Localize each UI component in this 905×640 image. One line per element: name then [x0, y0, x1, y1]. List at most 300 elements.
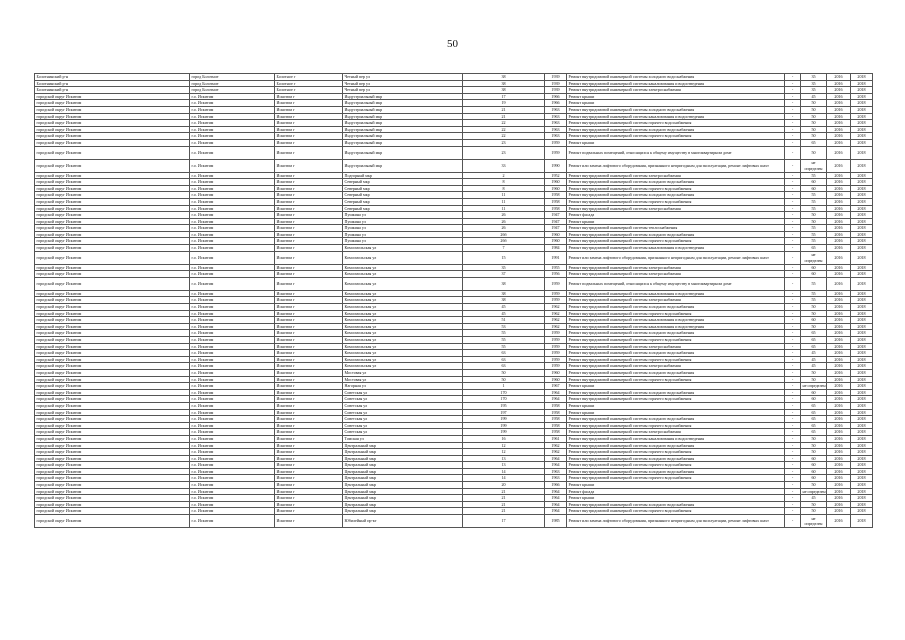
cell-locality: Искитим г	[275, 218, 343, 225]
cell-period-end: 2018	[851, 271, 873, 278]
cell-period-start: 2016	[827, 337, 851, 344]
cell-street: Четный пер ул	[343, 87, 463, 94]
cell-locality: Искитим г	[275, 383, 343, 390]
cell-wear-percent: 65	[801, 422, 827, 429]
cell-floor-area: -	[785, 212, 801, 219]
cell-locality: Искитим г	[275, 159, 343, 172]
cell-period-start: 2016	[827, 363, 851, 370]
cell-street: Северный мкр	[343, 179, 463, 186]
cell-street: Северный мкр	[343, 205, 463, 212]
cell-work-type: Ремонт внутридомовой инженерной системы горячего водоснабжения	[567, 422, 785, 429]
cell-wear-percent: 50	[801, 449, 827, 456]
cell-period-end: 2018	[851, 369, 873, 376]
cell-settlement: город Болотное	[190, 74, 275, 81]
cell-wear-percent: 45	[801, 93, 827, 100]
cell-street: Советская ул	[343, 389, 463, 396]
cell-work-type: Ремонт внутридомовой инженерной системы горячего водоснабжения	[567, 462, 785, 469]
cell-municipal-district: городской округ Искитим	[35, 495, 190, 502]
cell-house-number: 14	[463, 475, 545, 482]
cell-build-year: 1963	[545, 113, 567, 120]
cell-period-start: 2016	[827, 508, 851, 515]
cell-work-type: Ремонт внутридомовой инженерной системы электроснабжения	[567, 271, 785, 278]
cell-municipal-district: городской округ Искитим	[35, 231, 190, 238]
cell-work-type: Ремонт внутридомовой инженерной системы горячего водоснабжения	[567, 310, 785, 317]
cell-period-start: 2016	[827, 146, 851, 159]
cell-house-number: 11	[463, 198, 545, 205]
cell-period-end: 2018	[851, 139, 873, 146]
cell-house-number: 197	[463, 409, 545, 416]
cell-municipal-district: городской округ Искитим	[35, 402, 190, 409]
cell-street: Комсомольская ул	[343, 297, 463, 304]
cell-period-end: 2018	[851, 343, 873, 350]
cell-settlement: г.о. Искитим	[190, 475, 275, 482]
cell-house-number: 26	[463, 225, 545, 232]
cell-period-start: 2016	[827, 396, 851, 403]
cell-house-number: 170	[463, 389, 545, 396]
cell-floor-area: -	[785, 508, 801, 515]
cell-period-start: 2016	[827, 271, 851, 278]
cell-locality: Искитим г	[275, 323, 343, 330]
cell-build-year: 1959	[545, 297, 567, 304]
cell-work-type: Ремонт внутридомовой инженерной системы горячего водоснабжения	[567, 337, 785, 344]
cell-locality: Искитим г	[275, 310, 343, 317]
cell-work-type: Ремонт внутридомовой инженерной системы холодного водоснабжения	[567, 350, 785, 357]
cell-period-start: 2016	[827, 343, 851, 350]
cell-settlement: г.о. Искитим	[190, 106, 275, 113]
cell-house-number: 26б	[463, 238, 545, 245]
cell-floor-area: -	[785, 113, 801, 120]
cell-period-end: 2018	[851, 449, 873, 456]
cell-period-end: 2018	[851, 363, 873, 370]
cell-build-year: 1962	[545, 442, 567, 449]
cell-floor-area: -	[785, 330, 801, 337]
cell-house-number: 170	[463, 396, 545, 403]
cell-period-start: 2016	[827, 192, 851, 199]
table-row	[35, 369, 873, 376]
cell-house-number: 20	[463, 482, 545, 489]
table-row	[35, 501, 873, 508]
cell-street: Комсомольская ул	[343, 277, 463, 290]
cell-work-type: Ремонт внутридомовой инженерной системы горячего водоснабжения	[567, 238, 785, 245]
cell-settlement: г.о. Искитим	[190, 139, 275, 146]
cell-municipal-district: городской округ Искитим	[35, 185, 190, 192]
cell-locality: Искитим г	[275, 231, 343, 238]
table-row	[35, 468, 873, 475]
cell-wear-percent: 55	[801, 198, 827, 205]
cell-build-year: 1990	[545, 159, 567, 172]
cell-period-start: 2016	[827, 435, 851, 442]
cell-floor-area: -	[785, 205, 801, 212]
cell-locality: Искитим г	[275, 376, 343, 383]
cell-settlement: г.о. Искитим	[190, 356, 275, 363]
cell-work-type: Ремонт крыши	[567, 93, 785, 100]
cell-wear-percent: 65	[801, 429, 827, 436]
cell-wear-percent: 50	[801, 508, 827, 515]
cell-street: Советская ул	[343, 409, 463, 416]
cell-period-start: 2016	[827, 429, 851, 436]
cell-build-year: 1958	[545, 192, 567, 199]
cell-locality: Искитим г	[275, 330, 343, 337]
table-row	[35, 429, 873, 436]
cell-house-number: 16	[463, 435, 545, 442]
cell-floor-area: -	[785, 290, 801, 297]
cell-work-type: Ремонт внутридомовой инженерной системы холодного водоснабжения	[567, 106, 785, 113]
cell-wear-percent: 50	[801, 106, 827, 113]
cell-municipal-district: городской округ Искитим	[35, 271, 190, 278]
cell-municipal-district: городской округ Искитим	[35, 93, 190, 100]
cell-municipal-district: городской округ Искитим	[35, 251, 190, 264]
cell-settlement: г.о. Искитим	[190, 192, 275, 199]
cell-build-year: 1964	[545, 488, 567, 495]
cell-street: Юбилейный пр-кт	[343, 515, 463, 528]
cell-settlement: г.о. Искитим	[190, 515, 275, 528]
cell-settlement: г.о. Искитим	[190, 251, 275, 264]
cell-house-number: 50	[463, 369, 545, 376]
cell-period-end: 2018	[851, 126, 873, 133]
cell-wear-percent: 55	[801, 238, 827, 245]
cell-street: Центральный мкр	[343, 482, 463, 489]
cell-work-type: Ремонт внутридомовой инженерной системы холодного водоснабжения	[567, 416, 785, 423]
cell-floor-area: -	[785, 356, 801, 363]
cell-period-end: 2018	[851, 455, 873, 462]
cell-house-number: 17	[463, 93, 545, 100]
cell-locality: Искитим г	[275, 205, 343, 212]
cell-settlement: г.о. Искитим	[190, 317, 275, 324]
cell-period-end: 2018	[851, 277, 873, 290]
cell-floor-area: -	[785, 409, 801, 416]
cell-build-year: 1958	[545, 198, 567, 205]
cell-floor-area: -	[785, 159, 801, 172]
cell-work-type: Ремонт внутридомовой инженерной системы холодного водоснабжения	[567, 192, 785, 199]
cell-municipal-district: городской округ Искитим	[35, 330, 190, 337]
cell-floor-area: -	[785, 297, 801, 304]
cell-period-start: 2016	[827, 501, 851, 508]
cell-work-type: Ремонт внутридомовой инженерной системы канализования и водоотведения	[567, 317, 785, 324]
cell-wear-percent: 60	[801, 185, 827, 192]
cell-build-year: 1961	[545, 435, 567, 442]
cell-street: Комсомольская ул	[343, 343, 463, 350]
cell-street: Советская ул	[343, 429, 463, 436]
cell-period-start: 2016	[827, 416, 851, 423]
cell-street: Центральный мкр	[343, 455, 463, 462]
cell-build-year: 1947	[545, 212, 567, 219]
cell-period-end: 2018	[851, 159, 873, 172]
cell-settlement: г.о. Искитим	[190, 231, 275, 238]
cell-build-year: 1960	[545, 185, 567, 192]
cell-period-start: 2016	[827, 74, 851, 81]
cell-work-type: Ремонт внутридомовой инженерной системы электроснабжения	[567, 264, 785, 271]
cell-wear-percent: 55	[801, 225, 827, 232]
cell-build-year: 1963	[545, 126, 567, 133]
table-row	[35, 475, 873, 482]
cell-house-number: 33	[463, 159, 545, 172]
cell-floor-area: -	[785, 429, 801, 436]
cell-period-end: 2018	[851, 482, 873, 489]
cell-street: Комсомольская ул	[343, 264, 463, 271]
cell-wear-percent: 50	[801, 212, 827, 219]
cell-street: Пушкина ул	[343, 225, 463, 232]
cell-locality: Искитим г	[275, 245, 343, 252]
cell-municipal-district: Болотнинский р-н	[35, 87, 190, 94]
cell-wear-percent: 50	[801, 133, 827, 140]
cell-period-end: 2018	[851, 179, 873, 186]
cell-municipal-district: городской округ Искитим	[35, 113, 190, 120]
cell-house-number: 53	[463, 323, 545, 330]
cell-street: Северный мкр	[343, 185, 463, 192]
cell-period-end: 2018	[851, 120, 873, 127]
cell-work-type: Ремонт внутридомовой инженерной системы холодного водоснабжения	[567, 126, 785, 133]
cell-period-end: 2018	[851, 337, 873, 344]
cell-settlement: г.о. Искитим	[190, 462, 275, 469]
cell-period-end: 2018	[851, 225, 873, 232]
cell-period-start: 2016	[827, 369, 851, 376]
cell-build-year: 1962	[545, 304, 567, 311]
cell-street: Индустриальный мкр	[343, 93, 463, 100]
cell-locality: Искитим г	[275, 389, 343, 396]
cell-period-start: 2016	[827, 402, 851, 409]
cell-municipal-district: городской округ Искитим	[35, 106, 190, 113]
cell-street: Подгорный мкр	[343, 172, 463, 179]
cell-municipal-district: городской округ Искитим	[35, 126, 190, 133]
cell-period-start: 2016	[827, 455, 851, 462]
cell-locality: Искитим г	[275, 100, 343, 107]
cell-municipal-district: городской округ Искитим	[35, 350, 190, 357]
cell-wear-percent: 50	[801, 113, 827, 120]
cell-build-year: 1959	[545, 290, 567, 297]
cell-street: Пушкина ул	[343, 218, 463, 225]
cell-municipal-district: городской округ Искитим	[35, 501, 190, 508]
table-row	[35, 435, 873, 442]
cell-settlement: г.о. Искитим	[190, 369, 275, 376]
cell-work-type: Ремонт внутридомовой инженерной системы электроснабжения	[567, 172, 785, 179]
cell-wear-percent: 65	[801, 343, 827, 350]
cell-work-type: Ремонт или замена лифтового оборудования, признанного непригодным для эксплуатации, ремонт лифтовых шахт	[567, 251, 785, 264]
cell-period-end: 2018	[851, 429, 873, 436]
cell-wear-percent: не определен	[802, 488, 826, 494]
table-row	[35, 271, 873, 278]
cell-settlement: г.о. Искитим	[190, 297, 275, 304]
cell-street: Советская ул	[343, 396, 463, 403]
cell-work-type: Ремонт внутридомовой инженерной системы канализования и водоотведения	[567, 113, 785, 120]
table-row	[35, 80, 873, 87]
table-row	[35, 515, 873, 528]
cell-locality: Искитим г	[275, 120, 343, 127]
cell-municipal-district: городской округ Искитим	[35, 337, 190, 344]
page-number: 50	[447, 38, 458, 50]
cell-street: Северный мкр	[343, 192, 463, 199]
cell-street: Комсомольская ул	[343, 317, 463, 324]
cell-floor-area: -	[785, 225, 801, 232]
cell-wear-percent: не определен	[802, 383, 826, 389]
cell-work-type: Ремонт внутридомовой инженерной системы холодного водоснабжения	[567, 231, 785, 238]
cell-house-number: 11	[463, 205, 545, 212]
cell-build-year: 1947	[545, 225, 567, 232]
cell-work-type: Ремонт внутридомовой инженерной системы электроснабжения	[567, 87, 785, 94]
cell-period-start: 2016	[827, 172, 851, 179]
cell-floor-area: -	[785, 87, 801, 94]
cell-municipal-district: городской округ Искитим	[35, 468, 190, 475]
cell-house-number: 199	[463, 422, 545, 429]
cell-period-end: 2018	[851, 402, 873, 409]
cell-house-number: 12	[463, 449, 545, 456]
cell-settlement: г.о. Искитим	[190, 501, 275, 508]
cell-house-number: 63	[463, 350, 545, 357]
cell-work-type: Ремонт внутридомовой инженерной системы канализования и водоотведения	[567, 245, 785, 252]
cell-build-year: 1939	[545, 80, 567, 87]
cell-municipal-district: городской округ Искитим	[35, 212, 190, 219]
cell-work-type: Ремонт фасада	[567, 488, 785, 495]
cell-wear-percent: 50	[801, 146, 827, 159]
cell-locality: Искитим г	[275, 113, 343, 120]
cell-municipal-district: городской округ Искитим	[35, 475, 190, 482]
cell-work-type: Ремонт внутридомовой инженерной системы горячего водоснабжения	[567, 396, 785, 403]
cell-work-type: Ремонт или замена лифтового оборудования, признанного непригодным для эксплуатации, ремонт лифтовых шахт	[567, 159, 785, 172]
cell-municipal-district: городской округ Искитим	[35, 218, 190, 225]
cell-locality: Искитим г	[275, 185, 343, 192]
table-row	[35, 455, 873, 462]
cell-wear-percent: 50	[801, 310, 827, 317]
cell-settlement: г.о. Искитим	[190, 488, 275, 495]
cell-house-number: 7	[463, 245, 545, 252]
cell-period-end: 2018	[851, 356, 873, 363]
cell-wear-percent: 60	[801, 468, 827, 475]
cell-municipal-district: городской округ Искитим	[35, 515, 190, 528]
cell-floor-area: -	[785, 376, 801, 383]
cell-house-number: 22	[463, 133, 545, 140]
cell-floor-area: -	[785, 185, 801, 192]
cell-build-year: 1964	[545, 462, 567, 469]
cell-locality: Искитим г	[275, 225, 343, 232]
cell-work-type: Ремонт внутридомовой инженерной системы горячего водоснабжения	[567, 508, 785, 515]
cell-municipal-district: городской округ Искитим	[35, 133, 190, 140]
cell-floor-area: -	[785, 475, 801, 482]
cell-locality: Искитим г	[275, 396, 343, 403]
cell-build-year: 1960	[545, 231, 567, 238]
cell-period-end: 2018	[851, 323, 873, 330]
cell-locality: Искитим г	[275, 297, 343, 304]
cell-street: Пушкина ул	[343, 212, 463, 219]
cell-house-number: 38	[463, 290, 545, 297]
cell-work-type: Ремонт внутридомовой инженерной системы холодного водоснабжения	[567, 369, 785, 376]
cell-locality: Искитим г	[275, 251, 343, 264]
cell-locality: Искитим г	[275, 435, 343, 442]
cell-period-end: 2018	[851, 93, 873, 100]
cell-work-type: Ремонт внутридомовой инженерной системы канализования и водоотведения	[567, 323, 785, 330]
cell-floor-area: -	[785, 323, 801, 330]
cell-settlement: г.о. Искитим	[190, 508, 275, 515]
cell-street: Четный пер ул	[343, 80, 463, 87]
cell-settlement: г.о. Искитим	[190, 264, 275, 271]
cell-build-year: 1964	[545, 495, 567, 502]
cell-period-end: 2018	[851, 468, 873, 475]
cell-street: Комсомольская ул	[343, 310, 463, 317]
cell-municipal-district: городской округ Искитим	[35, 120, 190, 127]
table-row	[35, 297, 873, 304]
cell-house-number: 8	[463, 185, 545, 192]
cell-house-number: 1	[463, 383, 545, 390]
cell-wear-percent: 50	[801, 100, 827, 107]
cell-locality: Искитим г	[275, 264, 343, 271]
cell-municipal-district: городской округ Искитим	[35, 488, 190, 495]
cell-wear-percent: 55	[801, 205, 827, 212]
cell-work-type: Ремонт внутридомовой инженерной системы холодного водоснабжения	[567, 179, 785, 186]
cell-municipal-district: городской округ Искитим	[35, 396, 190, 403]
table-row	[35, 389, 873, 396]
cell-wear-percent: 65	[801, 139, 827, 146]
cell-build-year: 1959	[545, 343, 567, 350]
cell-settlement: г.о. Искитим	[190, 343, 275, 350]
cell-settlement: г.о. Искитим	[190, 449, 275, 456]
table-row	[35, 416, 873, 423]
cell-settlement: г.о. Искитим	[190, 337, 275, 344]
cell-municipal-district: городской округ Искитим	[35, 356, 190, 363]
cell-house-number: 12	[463, 442, 545, 449]
cell-period-start: 2016	[827, 310, 851, 317]
cell-build-year: 1958	[545, 205, 567, 212]
cell-work-type: Ремонт подвальных помещений, относящихся к общему имуществу в многоквартирном доме	[567, 146, 785, 159]
cell-period-end: 2018	[851, 304, 873, 311]
cell-wear-percent: 60	[801, 271, 827, 278]
cell-wear-percent: 45	[801, 350, 827, 357]
cell-locality: Искитим г	[275, 271, 343, 278]
cell-floor-area: -	[785, 251, 801, 264]
cell-period-end: 2018	[851, 80, 873, 87]
cell-floor-area: -	[785, 449, 801, 456]
cell-period-end: 2018	[851, 205, 873, 212]
cell-build-year: 1958	[545, 422, 567, 429]
cell-house-number: 38	[463, 87, 545, 94]
cell-period-end: 2018	[851, 264, 873, 271]
cell-wear-percent: 55	[801, 172, 827, 179]
cell-period-start: 2016	[827, 80, 851, 87]
cell-settlement: г.о. Искитим	[190, 172, 275, 179]
cell-floor-area: -	[785, 218, 801, 225]
table-row	[35, 323, 873, 330]
cell-street: Комсомольская ул	[343, 304, 463, 311]
cell-street: Индустриальный мкр	[343, 159, 463, 172]
cell-wear-percent: 55	[801, 231, 827, 238]
cell-locality: Искитим г	[275, 139, 343, 146]
cell-house-number: 26б	[463, 231, 545, 238]
cell-period-end: 2018	[851, 396, 873, 403]
cell-locality: Искитим г	[275, 501, 343, 508]
cell-street: Советская ул	[343, 402, 463, 409]
cell-locality: Искитим г	[275, 422, 343, 429]
cell-municipal-district: городской округ Искитим	[35, 508, 190, 515]
cell-floor-area: -	[785, 133, 801, 140]
cell-wear-percent: 50	[801, 482, 827, 489]
cell-street: Центральный мкр	[343, 475, 463, 482]
table-row	[35, 146, 873, 159]
table-row	[35, 383, 873, 390]
cell-street: Центральный мкр	[343, 488, 463, 495]
cell-period-end: 2018	[851, 409, 873, 416]
cell-house-number: 13	[463, 455, 545, 462]
cell-house-number: 22	[463, 126, 545, 133]
cell-locality: Искитим г	[275, 304, 343, 311]
cell-floor-area: -	[785, 264, 801, 271]
cell-house-number: 21	[463, 106, 545, 113]
cell-period-end: 2018	[851, 330, 873, 337]
cell-locality: Искитим г	[275, 475, 343, 482]
cell-floor-area: -	[785, 442, 801, 449]
cell-period-end: 2018	[851, 442, 873, 449]
cell-house-number: 23	[463, 146, 545, 159]
cell-locality: Искитим г	[275, 442, 343, 449]
cell-wear-percent: 50	[801, 376, 827, 383]
cell-floor-area: -	[785, 501, 801, 508]
cell-street: Индустриальный мкр	[343, 139, 463, 146]
